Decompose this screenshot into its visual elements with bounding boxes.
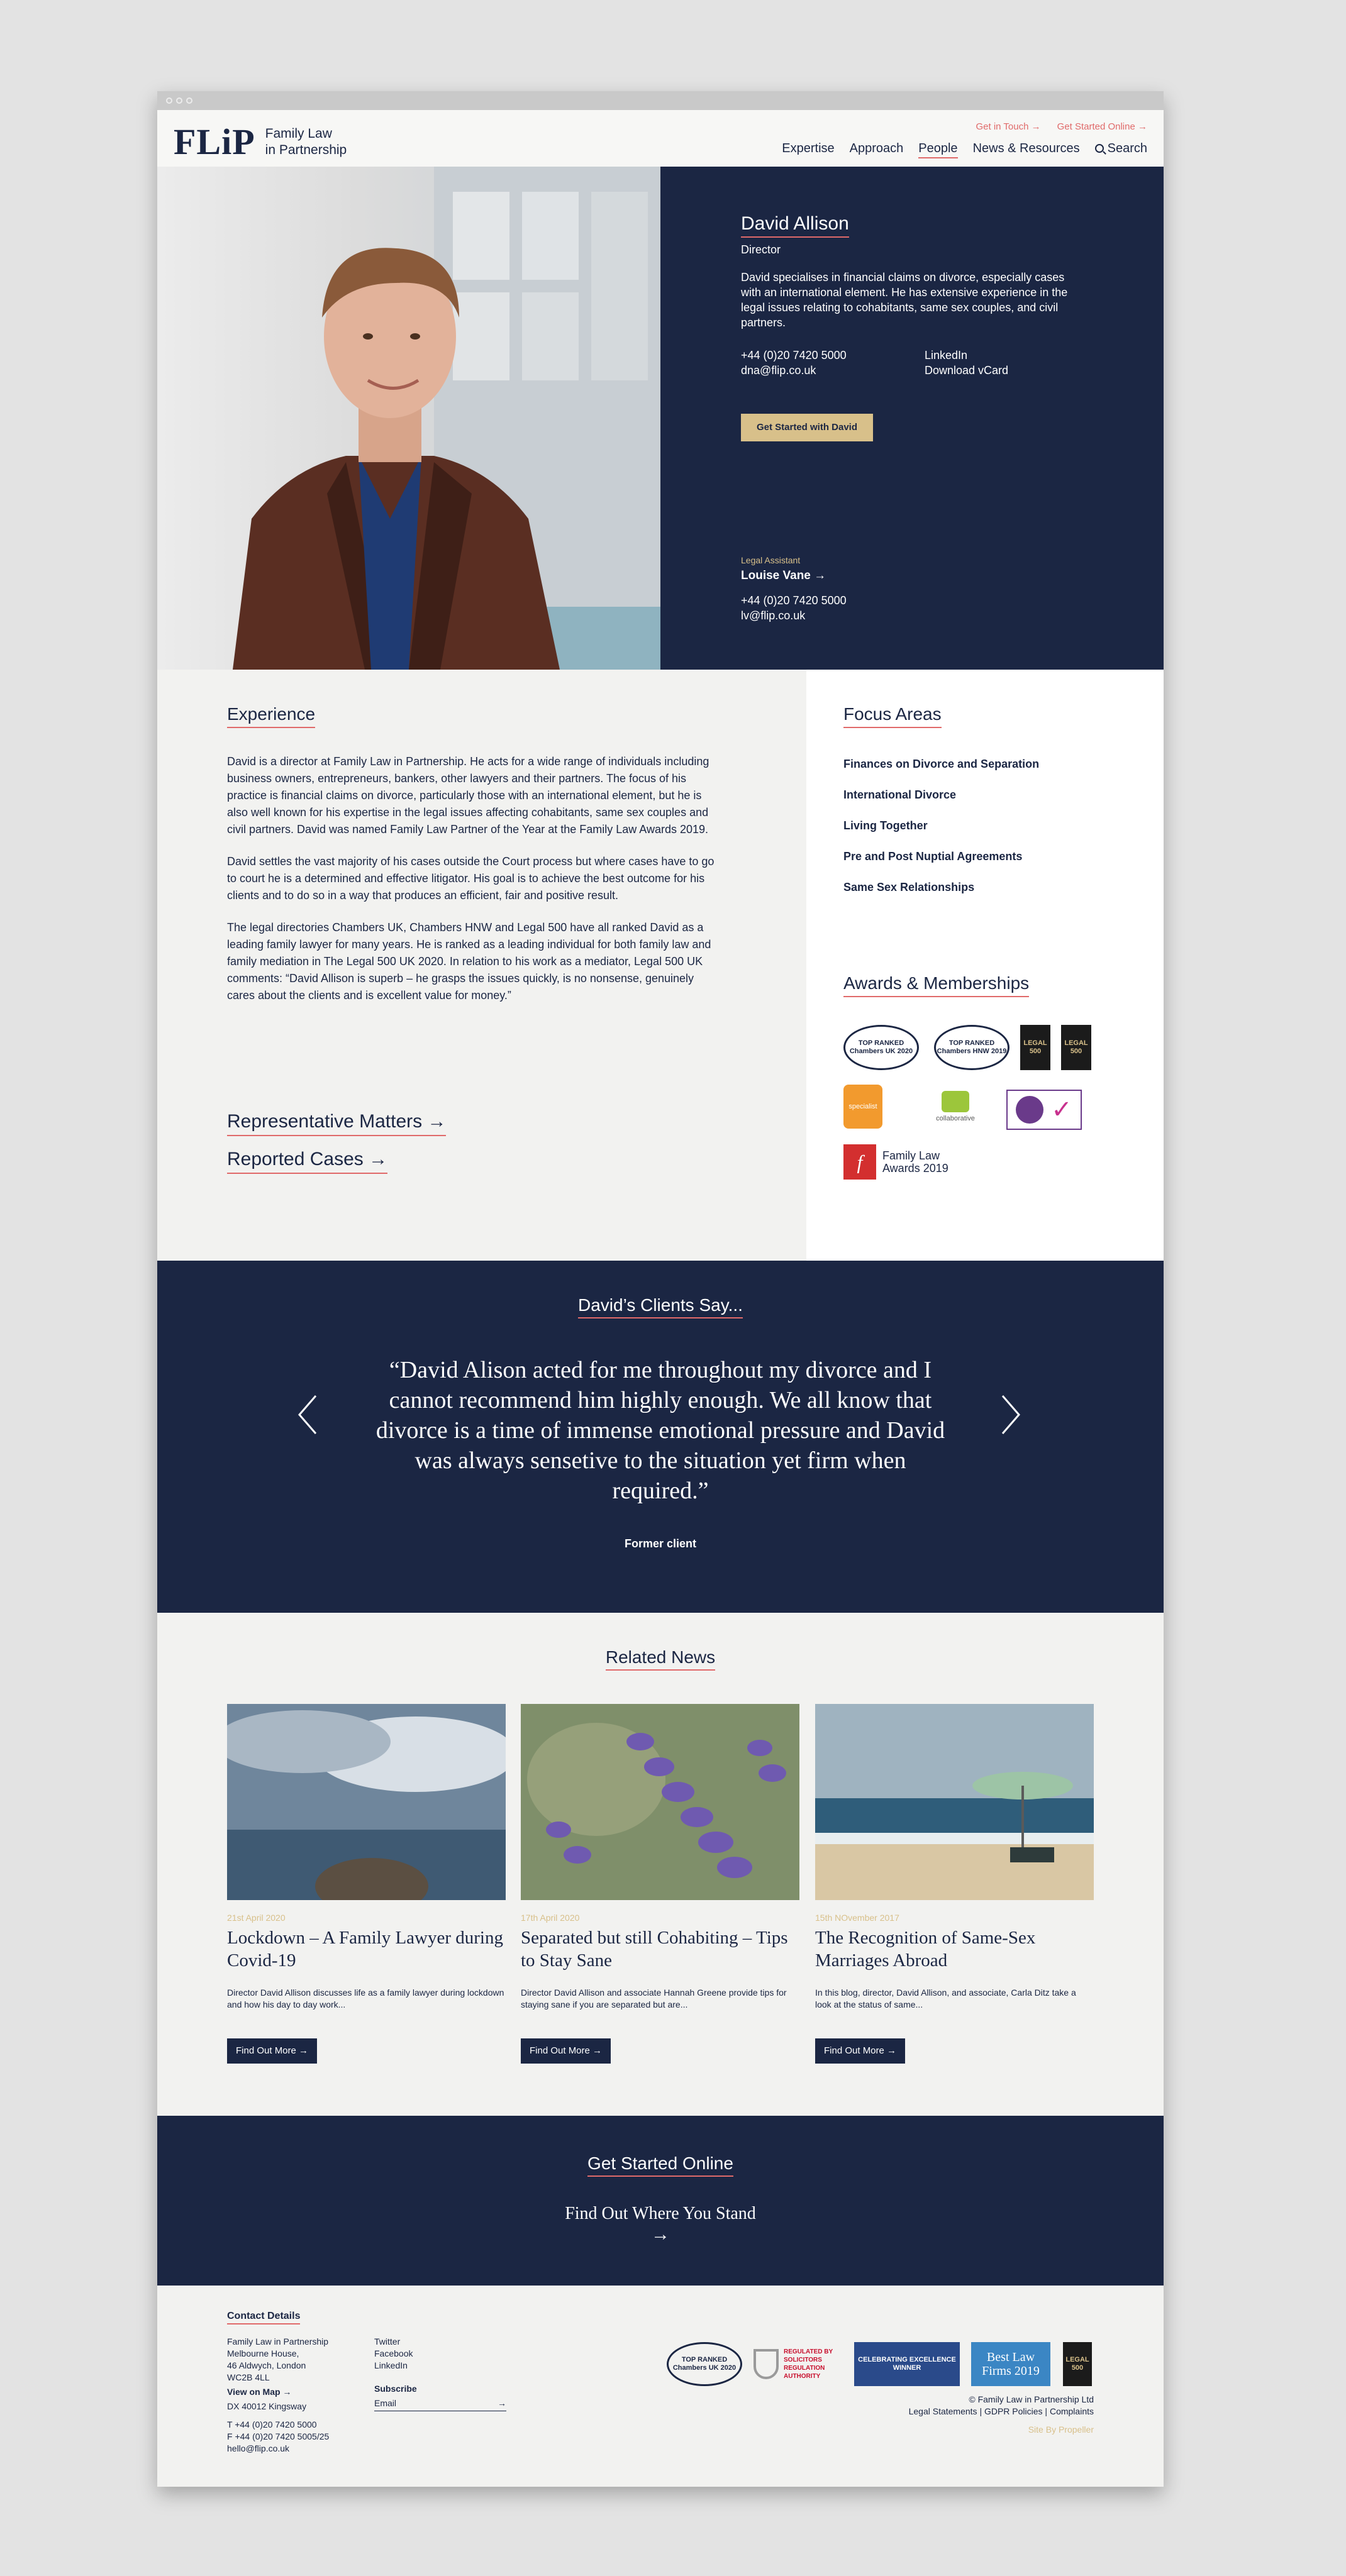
prev-arrow-icon[interactable] <box>297 1393 318 1437</box>
nav-people[interactable]: People <box>918 141 957 158</box>
focus-areas-heading: Focus Areas <box>843 704 942 728</box>
profile-email[interactable]: dna@flip.co.uk <box>741 364 816 377</box>
reported-cases-link[interactable]: Reported Cases → <box>227 1149 387 1174</box>
contact-heading-wrap <box>227 2311 300 2322</box>
profile-phone[interactable]: +44 (0)20 7420 5000 <box>741 349 847 362</box>
get-started-heading-wrap <box>157 2153 1164 2177</box>
legal-500-badge: LEGAL 500 <box>1020 1025 1050 1070</box>
footer-fax: F +44 (0)20 7420 5005/25 <box>227 2431 330 2441</box>
accreditation-badge <box>1006 1090 1082 1130</box>
get-in-touch-link[interactable]: Get in Touch → <box>976 121 1041 132</box>
find-out-more-button[interactable]: Find Out More → <box>815 2038 905 2064</box>
sra-shield-icon <box>754 2349 779 2379</box>
subscribe-email-input[interactable]: Email <box>374 2398 397 2408</box>
get-started-online-link[interactable]: Get Started Online → <box>1057 121 1147 132</box>
footer-phone[interactable]: T +44 (0)20 7420 5000 <box>227 2419 317 2430</box>
utility-links <box>976 121 1147 132</box>
celebrating-excellence-badge: CELEBRATING EXCELLENCE WINNER <box>854 2342 960 2386</box>
experience-section <box>157 670 806 1261</box>
assistant-label: Legal Assistant <box>741 555 801 565</box>
address-line: WC2B 4LL <box>227 2372 270 2382</box>
experience-body <box>227 753 718 1019</box>
news-heading-wrap <box>157 1647 1164 1671</box>
related-news-heading: Related News <box>606 1647 715 1671</box>
collaborative-label: collaborative <box>936 1114 975 1122</box>
focus-item[interactable]: Pre and Post Nuptial Agreements <box>843 850 1023 863</box>
focus-item[interactable]: Same Sex Relationships <box>843 881 975 893</box>
experience-paragraph: David is a director at Family Law in Partnership. He acts for a wide range of individuals including business owners, entrepreneurs, bankers, other lawyers and their partners. The focus of his practice is financial claims on divorce, particularly those with an international element, but he is also well known for his expertise in the legal issues affecting cohabitants, same sex couples and civil partners. David was named Family Law Partner of the Year at the Family Law Awards 2019. <box>227 755 709 836</box>
profile-links <box>925 348 1008 378</box>
news-card-excerpt: Director David Allison and associate Hannah Greene provide tips for staying sane if you are separated but are... <box>521 1987 787 2009</box>
logo-line-1: Family Law <box>265 126 332 141</box>
news-card-date: 21st April 2020 <box>227 1913 286 1923</box>
logo-tagline <box>265 126 347 158</box>
search-icon <box>1095 144 1104 153</box>
address-line: Melbourne House, <box>227 2348 299 2358</box>
profile-photo <box>157 167 660 670</box>
focus-item[interactable]: Living Together <box>843 819 928 832</box>
news-card-title[interactable]: Lockdown – A Family Lawyer during Covid-19 <box>227 1928 503 1971</box>
footer-social <box>374 2336 506 2411</box>
news-card-title[interactable]: Separated but still Cohabiting – Tips to Stay Sane <box>521 1928 788 1971</box>
fla-line-1: Family Law <box>882 1149 940 1162</box>
assistant-email[interactable]: lv@flip.co.uk <box>741 609 806 622</box>
address-line: Family Law in Partnership <box>227 2336 329 2347</box>
experience-heading-wrap <box>227 704 315 728</box>
nav-search-label: Search <box>1107 141 1147 155</box>
sra-text: REGULATED BY SOLICITORS REGULATION AUTHORITY <box>784 2348 833 2380</box>
linkedin-link[interactable]: LinkedIn <box>925 349 968 362</box>
site-credit-link[interactable]: Site By Propeller <box>1028 2424 1094 2435</box>
sra-badge <box>754 2342 848 2386</box>
site-footer <box>157 2286 1164 2487</box>
news-card-date: 17th April 2020 <box>521 1913 580 1923</box>
arrow-right-icon[interactable]: → <box>651 2224 670 2245</box>
family-law-awards-text <box>882 1149 948 1175</box>
family-law-awards-badge <box>843 1142 957 1181</box>
chambers-hnw-badge: TOP RANKED Chambers HNW 2019 <box>934 1025 1010 1070</box>
storm-over-sea-image <box>227 1704 506 1900</box>
dx-number: DX 40012 Kingsway <box>227 2401 307 2411</box>
awards-heading-wrap <box>843 973 1029 997</box>
subscribe-label: Subscribe <box>374 2384 417 2394</box>
legal-links[interactable]: Legal Statements | GDPR Policies | Complaints <box>908 2406 1094 2416</box>
news-card-image[interactable] <box>227 1704 506 1900</box>
browser-window <box>157 91 1164 2487</box>
focus-item[interactable]: International Divorce <box>843 788 957 801</box>
beach-umbrella-image <box>815 1704 1094 1900</box>
logo-mark: FLiP <box>174 121 255 162</box>
logo[interactable] <box>174 121 347 162</box>
awards-memberships-heading: Awards & Memberships <box>843 973 1029 997</box>
best-law-firms-badge: Best Law Firms 2019 <box>971 2342 1050 2386</box>
profile-bio: David specialises in financial claims on divorce, especially cases with an international element. He has extensive experience in the legal issues relating to cohabitants, same sex couples, and civil partners. <box>741 271 1068 329</box>
next-arrow-icon[interactable] <box>1000 1393 1021 1437</box>
assistant-contact <box>741 593 847 623</box>
assistant-phone[interactable]: +44 (0)20 7420 5000 <box>741 594 847 607</box>
testimonial-heading-wrap <box>157 1295 1164 1318</box>
footer-legal <box>909 2394 1094 2436</box>
accreditation-logo-icon <box>1016 1096 1043 1124</box>
news-card-excerpt: In this blog, director, David Allison, and associate, Carla Ditz take a look at the status of same... <box>815 1987 1076 2009</box>
view-on-map-link[interactable]: View on Map → <box>227 2387 292 2397</box>
footer-email[interactable]: hello@flip.co.uk <box>227 2443 290 2453</box>
profile-name: David Allison <box>741 213 849 238</box>
fla-line-2: Awards 2019 <box>882 1162 948 1175</box>
window-dot-icon <box>166 97 172 104</box>
profile-hero <box>157 167 1164 670</box>
nav-search[interactable] <box>1095 141 1147 158</box>
download-vcard-link[interactable]: Download vCard <box>925 364 1009 377</box>
subscribe-field <box>374 2397 506 2411</box>
profile-role: Director <box>741 243 781 256</box>
news-card <box>227 1704 506 2064</box>
subscribe-submit-icon[interactable]: → <box>498 2398 506 2408</box>
focus-heading-wrap <box>843 704 942 728</box>
news-card <box>521 1704 799 2064</box>
collaborative-logo-icon <box>942 1091 969 1112</box>
logo-line-2: in Partnership <box>265 143 347 157</box>
focus-list <box>843 758 1039 912</box>
testimonial-quote: “David Alison acted for me throughout my divorce and I cannot recommend him highly enough. We all know that divorce is a time of immense emotional pressure and David was always sensetive to the situation yet firm when required.” <box>375 1357 945 1504</box>
representative-matters-link[interactable]: Representative Matters → <box>227 1111 446 1136</box>
legal-500-badge: LEGAL 500 <box>1061 1025 1091 1070</box>
chambers-uk-badge: TOP RANKED Chambers UK 2020 <box>843 1025 919 1070</box>
window-dot-icon <box>176 97 182 104</box>
window-dot-icon <box>186 97 192 104</box>
lavender-image <box>521 1704 799 1900</box>
portrait-illustration <box>157 167 660 670</box>
copyright: © Family Law in Partnership Ltd <box>969 2394 1094 2404</box>
find-out-where-you-stand-link[interactable]: Find Out Where You Stand <box>565 2204 756 2223</box>
find-out-more-button[interactable]: Find Out More → <box>227 2038 317 2064</box>
nav-approach[interactable]: Approach <box>849 141 904 155</box>
address-line: 46 Aldwych, London <box>227 2360 306 2370</box>
testimonial-section <box>157 1261 1164 1613</box>
get-started-heading: Get Started Online <box>587 2153 733 2177</box>
collaborative-mark <box>936 1091 975 1123</box>
twitter-link[interactable]: Twitter <box>374 2336 401 2347</box>
site-header <box>157 110 1164 167</box>
profile-panel <box>660 167 1164 670</box>
reported-cases-wrap <box>227 1149 387 1174</box>
linkedin-footer-link[interactable]: LinkedIn <box>374 2360 408 2370</box>
main-nav <box>782 141 1147 158</box>
contact-details-heading: Contact Details <box>227 2311 300 2324</box>
testimonial-heading: David’s Clients Say... <box>578 1295 743 1318</box>
news-card-title[interactable]: The Recognition of Same-Sex Marriages Abroad <box>815 1928 1036 1971</box>
legal-500-footer-badge: LEGAL 500 <box>1063 2342 1092 2386</box>
chambers-uk-footer-badge: TOP RANKED Chambers UK 2020 <box>667 2342 742 2386</box>
related-news-section <box>157 1613 1164 2116</box>
experience-heading: Experience <box>227 704 315 728</box>
browser-chrome <box>157 91 1164 110</box>
resolution-specialist-badge: specialist <box>843 1085 882 1129</box>
news-card <box>815 1704 1094 2064</box>
news-card-date: 15th NOvember 2017 <box>815 1913 899 1923</box>
nav-expertise[interactable]: Expertise <box>782 141 835 155</box>
testimonial-author: Former client <box>624 1537 697 1550</box>
experience-paragraph: David settles the vast majority of his cases outside the Court process but where cases have to go to court he is a determined and effective litigator. His goal is to achieve the best outcome for his clients and to do so in a way that produces an efficient, fair and positive result. <box>227 855 715 902</box>
check-icon: ✓ <box>1051 1095 1072 1124</box>
experience-paragraph: The legal directories Chambers UK, Chambers HNW and Legal 500 have all ranked David as a leading family lawyer for many years. He is ranked as a leading individual for both family law and family mediation in The Legal 500 UK 2020. In relation to his work as a mediator, Legal 500 UK comments: “David Allison is superb – he grasps the issues quickly, is no nonsense, genuinely cares about the clients and is excellent value for money.” <box>227 921 711 1002</box>
news-card-excerpt: Director David Allison discusses life as a family lawyer during lockdown and how his day to day work... <box>227 1987 504 2009</box>
nav-news-resources[interactable]: News & Resources <box>972 141 1080 155</box>
chevron-right-icon <box>1000 1393 1021 1437</box>
assistant-name-link[interactable]: Louise Vane → <box>741 569 826 582</box>
profile-contact <box>741 348 847 378</box>
news-card-image[interactable] <box>815 1704 1094 1900</box>
representative-matters-wrap <box>227 1111 446 1136</box>
family-law-awards-logo-icon: f <box>843 1144 876 1180</box>
chevron-left-icon <box>297 1393 318 1437</box>
focus-item[interactable]: Finances on Divorce and Separation <box>843 758 1040 770</box>
contact-address <box>227 2336 359 2455</box>
focus-areas-section <box>806 670 1164 1261</box>
get-started-section <box>157 2116 1164 2286</box>
find-out-more-button[interactable]: Find Out More → <box>521 2038 611 2064</box>
collaborative-badge <box>925 1085 986 1129</box>
get-started-with-david-button[interactable]: Get Started with David <box>741 414 873 441</box>
news-card-image[interactable] <box>521 1704 799 1900</box>
facebook-link[interactable]: Facebook <box>374 2348 413 2358</box>
